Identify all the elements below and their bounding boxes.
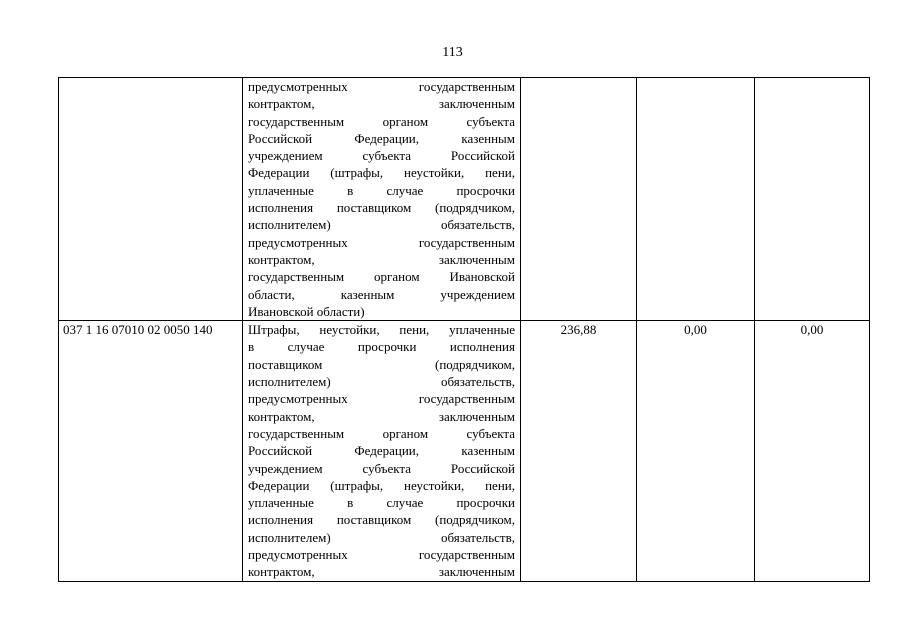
table-row: [59, 321, 870, 581]
amount-cell-2: 0,00: [637, 321, 755, 581]
page-number: 113: [442, 45, 463, 60]
description-line: предусмотренных государственным: [248, 234, 515, 250]
description-line: исполнения поставщиком (подрядчиком,: [248, 512, 515, 528]
description-line: Федерации (штрафы, неустойки, пени,: [248, 165, 515, 181]
description-line: предусмотренных государственным: [248, 79, 515, 94]
description-line: контрактом, заключенным: [248, 96, 515, 112]
description-line: уплаченные в случае просрочки: [248, 495, 515, 511]
description-line: исполнителем) обязательств,: [248, 217, 515, 233]
description-line: учреждением субъекта Российской: [248, 148, 515, 164]
amount-cell-1: 236,88: [521, 321, 637, 581]
description-line: уплаченные в случае просрочки: [248, 182, 515, 198]
description-line: учреждением субъекта Российской: [248, 460, 515, 476]
description-line: Ивановской области): [248, 303, 365, 319]
description-line: в случае просрочки исполнения: [248, 339, 515, 355]
amount-cell-1: [521, 78, 637, 321]
description-line: контрактом, заключенным: [248, 408, 515, 424]
description-line: Российской Федерации, казенным: [248, 130, 515, 146]
description-line: исполнителем) обязательств,: [248, 374, 515, 390]
budget-revenue-table: [58, 77, 870, 582]
description-line: исполнителем) обязательств,: [248, 529, 515, 545]
table-row: [59, 78, 870, 321]
description-line: поставщиком (подрядчиком,: [248, 356, 515, 372]
description-line: предусмотренных государственным: [248, 547, 515, 563]
description-line: государственным органом Ивановской: [248, 269, 515, 285]
description-line: предусмотренных государственным: [248, 391, 515, 407]
description-line: Штрафы, неустойки, пени, уплаченные: [248, 322, 515, 338]
amount-cell-3: [755, 78, 870, 321]
description-line: Российской Федерации, казенным: [248, 443, 515, 459]
amount-cell-3: 0,00: [755, 321, 870, 581]
description-cell: [243, 78, 521, 321]
description-line: исполнения поставщиком (подрядчиком,: [248, 200, 515, 216]
description-cell: [243, 321, 521, 581]
description-line: контрактом, заключенным: [248, 564, 515, 580]
description-line: государственным органом субъекта: [248, 425, 515, 441]
revenue-code-cell: [59, 78, 243, 321]
description-line: области, казенным учреждением: [248, 286, 515, 302]
description-line: Федерации (штрафы, неустойки, пени,: [248, 477, 515, 493]
table-body: [59, 78, 870, 582]
description-line: государственным органом субъекта: [248, 113, 515, 129]
revenue-code-cell: 037 1 16 07010 02 0050 140: [59, 321, 243, 581]
amount-cell-2: [637, 78, 755, 321]
description-line: контрактом, заключенным: [248, 251, 515, 267]
